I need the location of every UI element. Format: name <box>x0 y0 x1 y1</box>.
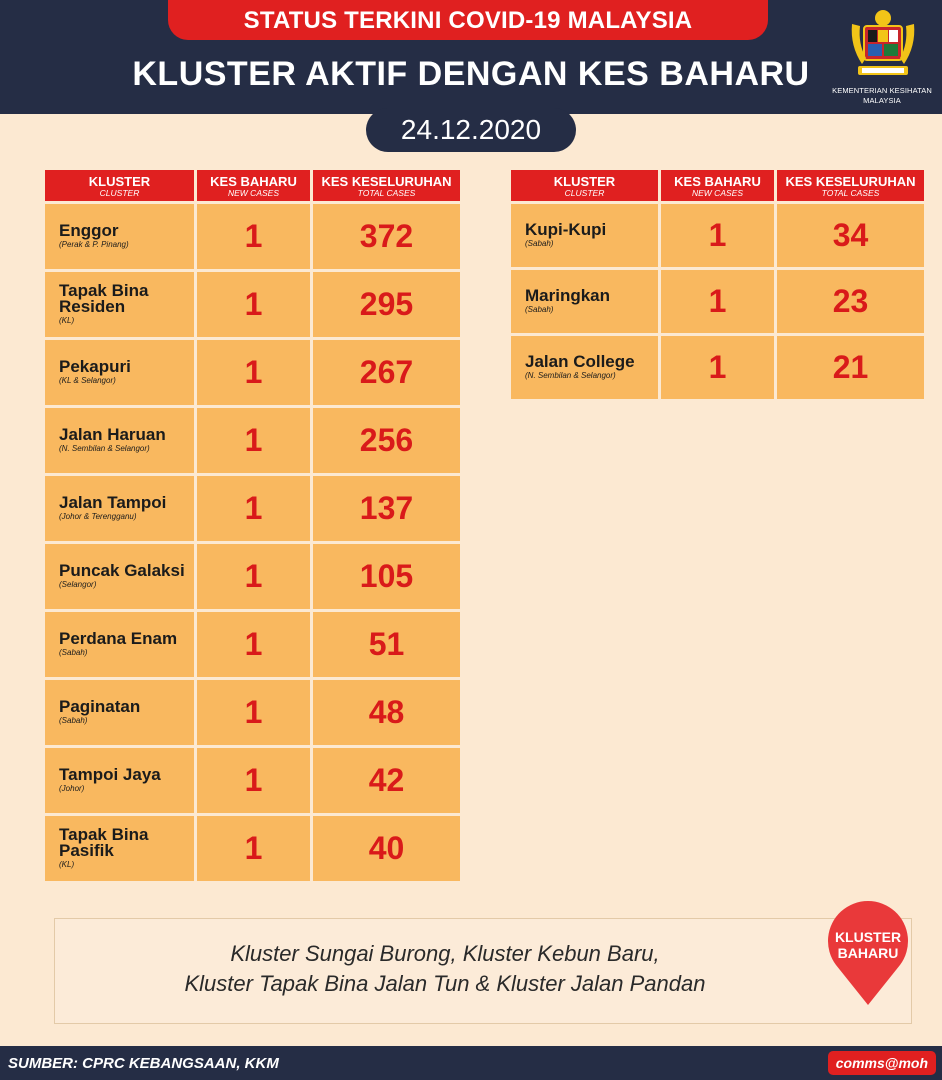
cluster-state: (Johor & Terengganu) <box>59 512 137 521</box>
ministry-name-line1: KEMENTERIAN KESIHATAN <box>832 86 932 95</box>
cluster-row <box>44 271 462 339</box>
header-new-cases: KES BAHARU NEW CASES <box>196 169 312 203</box>
cluster-row <box>44 407 462 475</box>
cluster-name-cell <box>44 407 196 475</box>
cluster-name: Tampoi Jaya <box>59 765 161 784</box>
cluster-name: Jalan Haruan <box>59 425 166 444</box>
new-cases: 1 <box>660 203 776 269</box>
cluster-name-cell <box>510 335 660 401</box>
new-cases: 1 <box>196 543 312 611</box>
header-cluster: KLUSTER CLUSTER <box>510 169 660 203</box>
new-cases: 1 <box>660 335 776 401</box>
cluster-name-cell <box>44 543 196 611</box>
new-cases: 1 <box>196 475 312 543</box>
total-cases: 21 <box>776 335 926 401</box>
cluster-row <box>44 203 462 271</box>
new-clusters-line2: Kluster Tapak Bina Jalan Tun & Kluster Jalan Pandan <box>184 971 706 996</box>
cluster-name-cell <box>44 815 196 883</box>
total-cases: 40 <box>312 815 462 883</box>
new-cases: 1 <box>196 611 312 679</box>
cluster-row <box>510 203 926 269</box>
header-new-cases: KES BAHARU NEW CASES <box>660 169 776 203</box>
header-total-cases: KES KESELURUHAN TOTAL CASES <box>312 169 462 203</box>
cluster-name-cell <box>44 611 196 679</box>
cluster-name: Tapak Bina Residen <box>59 281 149 316</box>
total-cases: 137 <box>312 475 462 543</box>
new-cases: 1 <box>196 271 312 339</box>
cluster-state: (KL) <box>59 860 75 869</box>
cluster-name-cell <box>44 747 196 815</box>
cluster-table-left <box>42 167 463 884</box>
new-clusters-line1: Kluster Sungai Burong, Kluster Kebun Baru, <box>230 941 660 966</box>
cluster-row <box>510 335 926 401</box>
ministry-logo <box>826 6 938 114</box>
badge-line2: BAHARU <box>837 945 899 961</box>
total-cases: 34 <box>776 203 926 269</box>
new-cases: 1 <box>196 203 312 271</box>
new-cases: 1 <box>196 815 312 883</box>
cluster-row <box>510 269 926 335</box>
cluster-row <box>44 747 462 815</box>
cluster-name-cell <box>510 269 660 335</box>
cluster-name-cell <box>510 203 660 269</box>
cluster-name: Pekapuri <box>59 357 131 376</box>
badge-line1: KLUSTER <box>834 929 902 945</box>
cluster-state: (Sabah) <box>59 648 88 657</box>
cluster-state: (N. Sembilan & Selangor) <box>59 444 150 453</box>
cluster-state: (Johor) <box>59 784 85 793</box>
status-title: STATUS TERKINI COVID-19 MALAYSIA <box>168 0 768 40</box>
footer-bar <box>0 1046 942 1080</box>
header-total-cases: KES KESELURUHAN TOTAL CASES <box>776 169 926 203</box>
cluster-name: Tapak Bina Pasifik <box>59 825 149 860</box>
new-cases: 1 <box>196 339 312 407</box>
total-cases: 105 <box>312 543 462 611</box>
cluster-state: (KL) <box>59 316 75 325</box>
cluster-state: (KL & Selangor) <box>59 376 116 385</box>
total-cases: 23 <box>776 269 926 335</box>
header-cluster: KLUSTER CLUSTER <box>44 169 196 203</box>
new-clusters-box <box>54 918 912 1024</box>
cluster-row <box>44 543 462 611</box>
cluster-name: Jalan College <box>525 352 635 371</box>
report-date: 24.12.2020 <box>366 108 576 152</box>
cluster-state: (Sabah) <box>525 305 554 314</box>
cluster-state: (Sabah) <box>525 239 554 248</box>
cluster-state: (Selangor) <box>59 580 97 589</box>
cluster-name-cell <box>44 679 196 747</box>
cluster-row <box>44 679 462 747</box>
page-title: KLUSTER AKTIF DENGAN KES BAHARU <box>132 55 810 93</box>
header-bar <box>0 0 942 114</box>
cluster-table-right <box>508 167 927 402</box>
total-cases: 42 <box>312 747 462 815</box>
cluster-name-cell <box>44 271 196 339</box>
new-cluster-badge <box>818 895 918 1007</box>
cluster-row <box>44 815 462 883</box>
ministry-name-line2: MALAYSIA <box>863 96 901 105</box>
cluster-name: Jalan Tampoi <box>59 493 167 512</box>
cluster-row <box>44 611 462 679</box>
total-cases: 295 <box>312 271 462 339</box>
total-cases: 267 <box>312 339 462 407</box>
cluster-name: Perdana Enam <box>59 629 178 648</box>
cluster-state: (Perak & P. Pinang) <box>59 240 129 249</box>
new-cases: 1 <box>196 679 312 747</box>
cluster-name: Paginatan <box>59 697 141 716</box>
new-cases: 1 <box>196 747 312 815</box>
coat-of-arms-icon <box>848 6 918 86</box>
total-cases: 372 <box>312 203 462 271</box>
cluster-name-cell <box>44 339 196 407</box>
cluster-name: Puncak Galaksi <box>59 561 185 580</box>
cluster-name: Enggor <box>59 221 119 240</box>
total-cases: 51 <box>312 611 462 679</box>
cluster-state: (N. Sembilan & Selangor) <box>525 371 616 380</box>
new-cases: 1 <box>660 269 776 335</box>
cluster-row <box>44 339 462 407</box>
cluster-name-cell <box>44 475 196 543</box>
cluster-name: Kupi-Kupi <box>525 220 607 239</box>
cluster-state: (Sabah) <box>59 716 88 725</box>
total-cases: 48 <box>312 679 462 747</box>
cluster-row <box>44 475 462 543</box>
cluster-name-cell <box>44 203 196 271</box>
social-handle: comms@moh <box>828 1051 936 1075</box>
new-cases: 1 <box>196 407 312 475</box>
cluster-name: Maringkan <box>525 286 611 305</box>
total-cases: 256 <box>312 407 462 475</box>
source-credit: SUMBER: CPRC KEBANGSAAN, KKM <box>8 1055 279 1072</box>
